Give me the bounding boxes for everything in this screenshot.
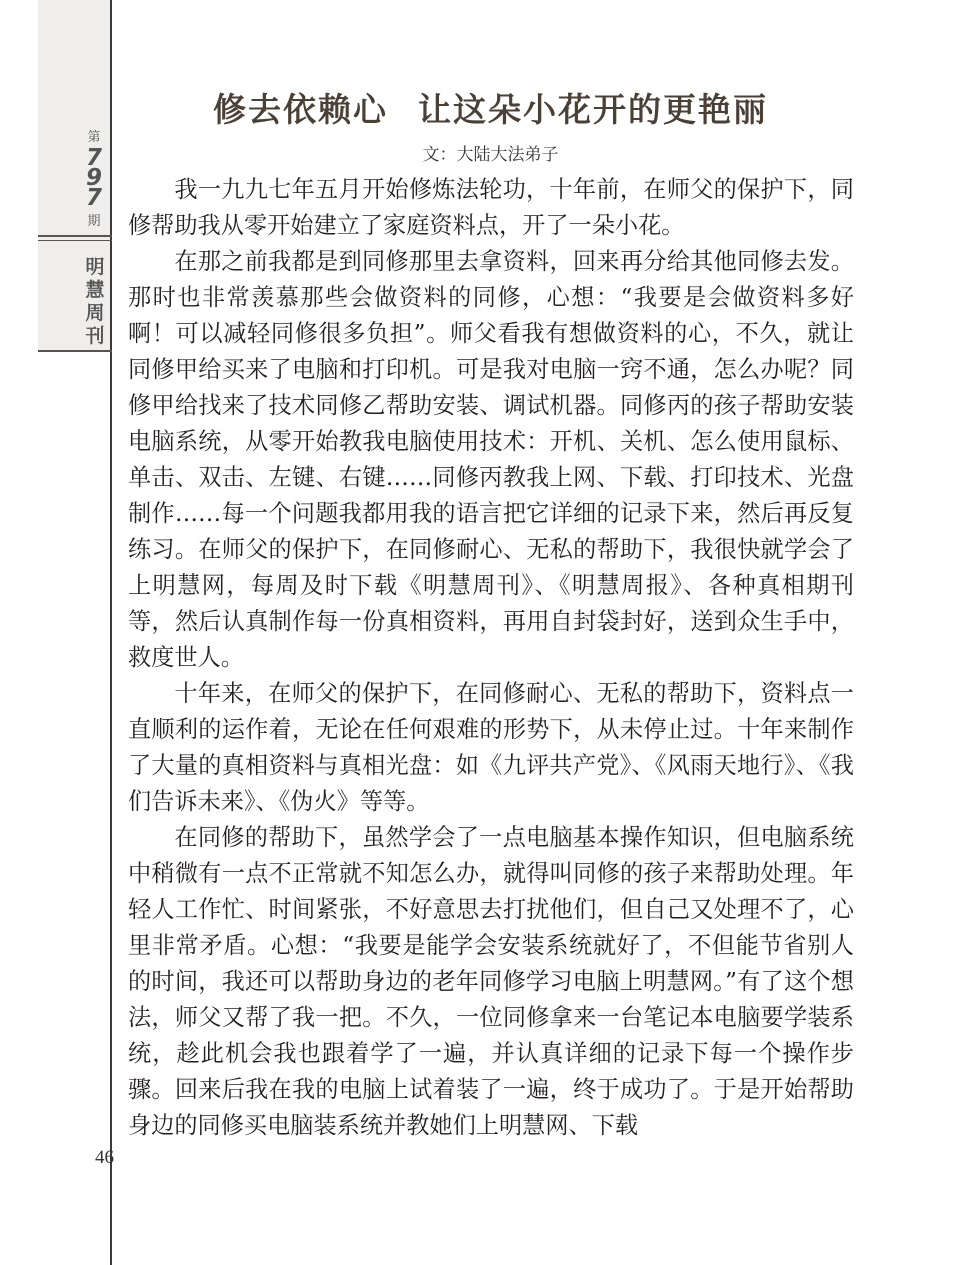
paragraph: 我一九九七年五月开始修炼法轮功，十年前，在师父的保护下，同修帮助我从零开始建立了家庭资料点，开了一朵小花。 (128, 176, 854, 239)
paragraph: 在那之前我都是到同修那里去拿资料，回来再分给其他同修去发。那时也非常羡慕那些会做资料的同修，心想：“我要是会做资料多好啊！可以减轻同修很多负担”。师父看我有想做资料的心，不久，就让同修甲给买来了电脑和打印机。可是我对电脑一窍不通，怎么办呢？同修甲给找来了技术同修乙帮助安装、调试机器。同修丙的孩子帮助安装电脑系统，从零开始教我电脑使用技术：开机、关机、怎么使用鼠标、单击、双击、左键、右键……同修丙教我上网、下载、打印技术、光盘制作……每一个问题我都用我的语言把它详细的记录下来，然后再反复练习。在师父的保护下，在同修耐心、无私的帮助下，我很快就学会了上明慧网，每周及时下载《明慧周刊》、《明慧周报》、各种真相期刊等，然后认真制作每一份真相资料，再用自封袋封好，送到众生手中，救度世人。 (128, 248, 854, 671)
paragraph: 在同修的帮助下，虽然学会了一点电脑基本操作知识，但电脑系统中稍微有一点不正常就不知怎么办，就得叫同修的孩子来帮助处理。年轻人工作忙、时间紧张，不好意思去打扰他们，但自己又处理不了，心里非常矛盾。心想：“我要是能学会安装系统就好了，不但能节省别人的时间，我还可以帮助身边的老年同修学习电脑上明慧网。”有了这个想法，师父又帮了我一把。不久，一位同修拿来一台笔记本电脑要学装系统，趁此机会我也跟着学了一遍，并认真详细的记录下每一个操作步骤。回来后我在我的电脑上试着装了一遍，终于成功了。于是开始帮助身边的同修买电脑装系统并教她们上明慧网、下载 (128, 824, 854, 1139)
sidebar-divider (38, 235, 112, 237)
magazine-name-char: 慧 (85, 279, 105, 301)
issue-digit: 9 (85, 165, 102, 191)
title-part-2: 让这朵小花开的更艳丽 (418, 90, 768, 129)
issue-digit: 7 (85, 145, 102, 171)
page-number: 46 (95, 1147, 114, 1168)
byline (128, 140, 853, 165)
magazine-name-char: 明 (85, 256, 105, 278)
magazine-name (84, 256, 106, 348)
issue-digit: 7 (85, 185, 102, 211)
sidebar-divider-thin (38, 240, 112, 241)
byline-author: 大陆大法弟子 (456, 145, 559, 165)
sidebar-bottom-rule (38, 350, 112, 352)
byline-label: 文： (422, 145, 457, 165)
title-part-1: 修去依赖心 (213, 90, 388, 129)
article-body (128, 172, 854, 1144)
magazine-name-char: 周 (85, 302, 105, 324)
issue-suffix: 期 (87, 214, 101, 229)
article-title (128, 84, 853, 131)
paragraph: 十年来，在师父的保护下，在同修耐心、无私的帮助下，资料点一直顺利的运作着，无论在任何艰难的形势下，从未停止过。十年来制作了大量的真相资料与真相光盘：如《九评共产党》、《风雨天地行》、《我们告诉未来》、《伪火》等等。 (128, 680, 854, 815)
issue-prefix: 第 (87, 130, 101, 145)
margin-rule (110, 0, 112, 1265)
magazine-name-char: 刊 (85, 325, 105, 347)
